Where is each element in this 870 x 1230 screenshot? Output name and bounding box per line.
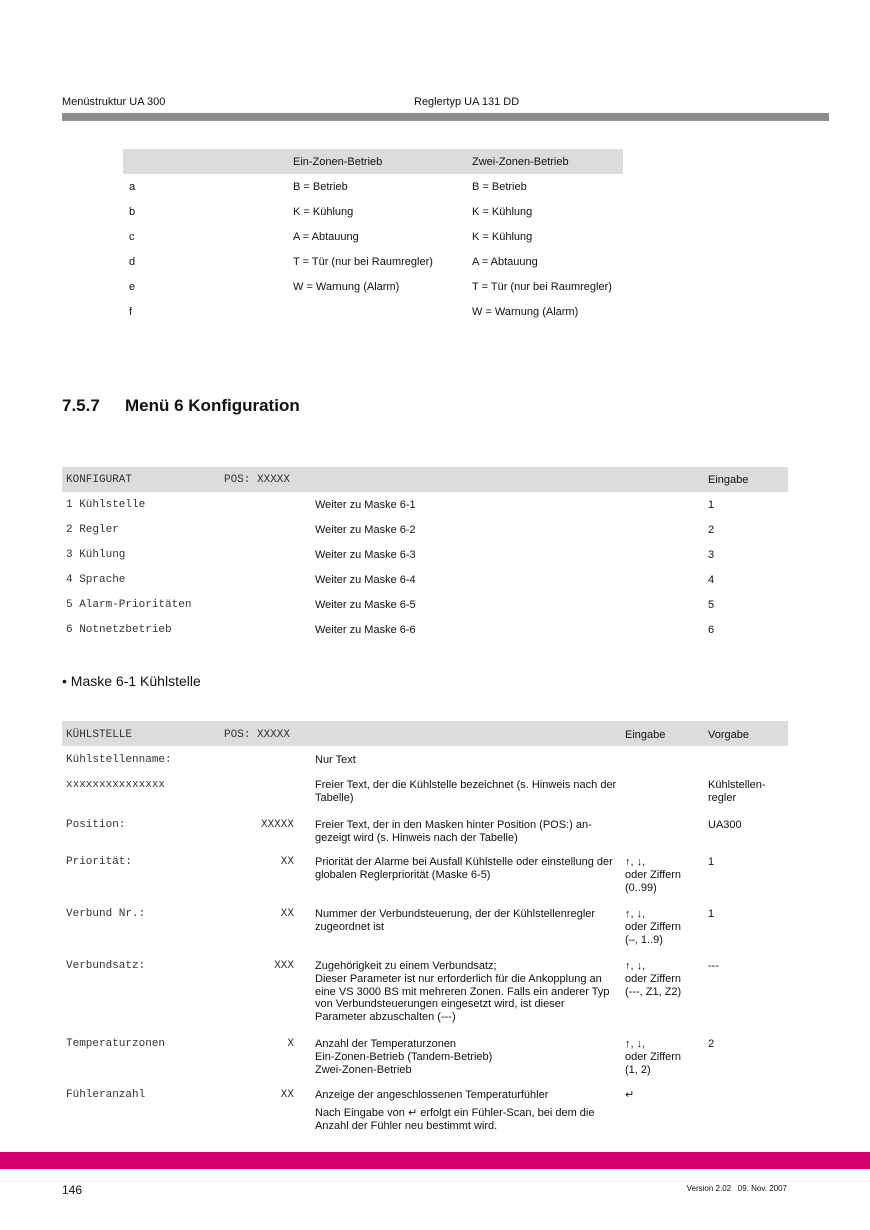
konfig-item-desc: Weiter zu Maske 6-5 <box>315 599 416 611</box>
kuehl-header-default: Vorgabe <box>708 729 749 741</box>
table-row <box>123 274 623 299</box>
kuehl-header-pos: POS: XXXXX <box>224 729 291 741</box>
konfig-item-input: 1 <box>708 499 715 511</box>
param-desc: Nur Text <box>315 754 356 766</box>
table-row <box>62 517 788 542</box>
mask-heading-text: Maske 6-1 Kühlstelle <box>70 673 201 689</box>
konfig-item-desc: Weiter zu Maske 6-1 <box>315 499 416 511</box>
param-default: UA300 <box>708 819 742 831</box>
zone-two-value: T = Tür (nur bei Raumregler) <box>472 280 612 293</box>
zone-two-value: K = Kühlung <box>472 230 533 243</box>
param-name: Verbundsatz: <box>66 960 146 972</box>
param-value: XX <box>280 908 294 920</box>
param-desc: Anzahl der Temperaturzonen Ein-Zonen-Betrieb (Tandem-Betrieb) Zwei-Zonen-Betrieb <box>315 1038 493 1076</box>
param-input: ↑, ↓, oder Ziffern (---, Z1, Z2) <box>625 960 682 998</box>
konfig-item-desc: Weiter zu Maske 6-2 <box>315 524 416 536</box>
konfig-item-input: 6 <box>708 624 715 636</box>
zone-two-value: W = Warnung (Alarm) <box>472 305 579 318</box>
table-row <box>62 617 788 642</box>
param-default: 1 <box>708 856 715 868</box>
table-row <box>123 174 623 199</box>
param-name: Fühleranzahl <box>66 1089 146 1101</box>
zone-key: c <box>129 230 135 243</box>
param-input: ↑, ↓, oder Ziffern (1, 2) <box>625 1038 682 1076</box>
konfig-item-input: 2 <box>708 524 715 536</box>
table-row <box>62 492 788 517</box>
table-row <box>123 249 623 274</box>
zone-one-value: W = Warnung (Alarm) <box>293 280 400 293</box>
param-desc: Priorität der Alarme bei Ausfall Kühlstelle oder einstellung der globalen Reglerpriorität (Maske 6-5) <box>315 856 613 881</box>
konfig-item-name: 5 Alarm-Prioritäten <box>66 599 192 611</box>
bullet-icon: • <box>62 673 67 689</box>
konfig-item-name: 3 Kühlung <box>66 549 126 561</box>
table-row <box>123 224 623 249</box>
param-default: 1 <box>708 908 715 920</box>
param-desc: Nummer der Verbundsteuerung, der der Kühlstellenregler zugeordnet ist <box>315 908 596 933</box>
kuehl-header-input: Eingabe <box>625 729 666 741</box>
param-name: Temperaturzonen <box>66 1038 166 1050</box>
param-desc: Anzeige der angeschlossenen Temperaturfühler <box>315 1089 549 1101</box>
konfig-item-name: 4 Sprache <box>66 574 126 586</box>
param-note: Nach Eingabe von ↵ erfolgt ein Fühler-Scan, bei dem die Anzahl der Fühler neu bestimmt wird. <box>315 1107 595 1132</box>
konfig-header-name: KONFIGURAT <box>66 474 133 486</box>
param-desc: Zugehörigkeit zu einem Verbundsatz; Dieser Parameter ist nur erforderlich für die Ankopplung an eine VS 3000 BS mit mehreren Zonen. Falls ein anderer Typ von Verbundsteuerungen eingesetzt wird, ist dieser Parameter abzuschalten (---) <box>315 960 610 1024</box>
param-name: xxxxxxxxxxxxxxx <box>66 779 166 791</box>
zone-table-header <box>123 149 623 174</box>
header-bar <box>62 113 829 121</box>
zone-one-value: A = Abtauung <box>293 230 359 243</box>
footer-bar <box>0 1152 870 1169</box>
zone-two-value: K = Kühlung <box>472 205 533 218</box>
param-name: Verbund Nr.: <box>66 908 146 920</box>
param-default: --- <box>708 960 719 972</box>
konfig-item-desc: Weiter zu Maske 6-3 <box>315 549 416 561</box>
konfig-item-input: 5 <box>708 599 715 611</box>
zone-one-value: K = Kühlung <box>293 205 354 218</box>
enter-key-icon: ↵ <box>625 1089 635 1101</box>
param-default: 2 <box>708 1038 715 1050</box>
param-default: Kühlstellen- regler <box>708 779 766 804</box>
zone-header-cell: Zwei-Zonen-Betrieb <box>472 155 569 168</box>
table-row <box>62 542 788 567</box>
param-value: X <box>287 1038 294 1050</box>
param-name: Kühlstellenname: <box>66 754 172 766</box>
konfig-table <box>62 467 788 642</box>
zone-two-value: A = Abtauung <box>472 255 538 268</box>
zone-key: d <box>129 255 136 268</box>
kuehl-table-header <box>62 721 788 746</box>
zone-key: b <box>129 205 136 218</box>
version-label: Version 2.02 09. Nov. 2007 <box>686 1184 787 1193</box>
param-desc: Freier Text, der die Kühlstelle bezeichnet (s. Hinweis nach der Tabelle) <box>315 779 617 804</box>
zone-key: e <box>129 280 136 293</box>
table-row <box>62 567 788 592</box>
konfig-item-name: 6 Notnetzbetrieb <box>66 624 172 636</box>
konfig-item-name: 2 Regler <box>66 524 119 536</box>
param-desc: Freier Text, der in den Masken hinter Position (POS:) an- gezeigt wird (s. Hinweis nach der Tabelle) <box>315 819 592 844</box>
table-row <box>123 199 623 224</box>
param-input: ↑, ↓, oder Ziffern (–, 1..9) <box>625 908 682 946</box>
header-center: Reglertyp UA 131 DD <box>414 96 520 108</box>
param-value: XX <box>280 1089 294 1101</box>
section-heading <box>62 396 300 416</box>
header-left: Menüstruktur UA 300 <box>62 96 166 108</box>
mask-heading <box>62 673 201 689</box>
konfig-item-name: 1 Kühlstelle <box>66 499 146 511</box>
zone-key: f <box>129 305 133 318</box>
param-value: XXXXX <box>260 819 294 831</box>
konfig-item-desc: Weiter zu Maske 6-6 <box>315 624 416 636</box>
zone-key: a <box>129 180 136 193</box>
param-input: ↑, ↓, oder Ziffern (0..99) <box>625 856 682 894</box>
zone-header-cell: Ein-Zonen-Betrieb <box>293 155 383 168</box>
section-number: 7.5.7 <box>62 396 100 415</box>
konfig-header-pos: POS: XXXXX <box>224 474 291 486</box>
zone-table <box>123 149 623 324</box>
param-value: XXX <box>274 960 294 972</box>
param-name: Position: <box>66 819 126 831</box>
param-value: XX <box>280 856 294 868</box>
page-number: 146 <box>62 1183 83 1197</box>
table-row <box>62 592 788 617</box>
zone-one-value: B = Betrieb <box>293 180 348 193</box>
zone-one-value: T = Tür (nur bei Raumregler) <box>293 255 433 268</box>
konfig-item-input: 3 <box>708 549 715 561</box>
konfig-item-input: 4 <box>708 574 715 586</box>
table-row <box>123 299 623 324</box>
konfig-item-desc: Weiter zu Maske 6-4 <box>315 574 416 586</box>
kuehl-header-name: KÜHLSTELLE <box>66 729 133 741</box>
konfig-header-input: Eingabe <box>708 474 749 486</box>
zone-two-value: B = Betrieb <box>472 180 527 193</box>
param-name: Priorität: <box>66 856 133 868</box>
konfig-table-header <box>62 467 788 492</box>
section-title: Menü 6 Konfiguration <box>125 396 300 415</box>
